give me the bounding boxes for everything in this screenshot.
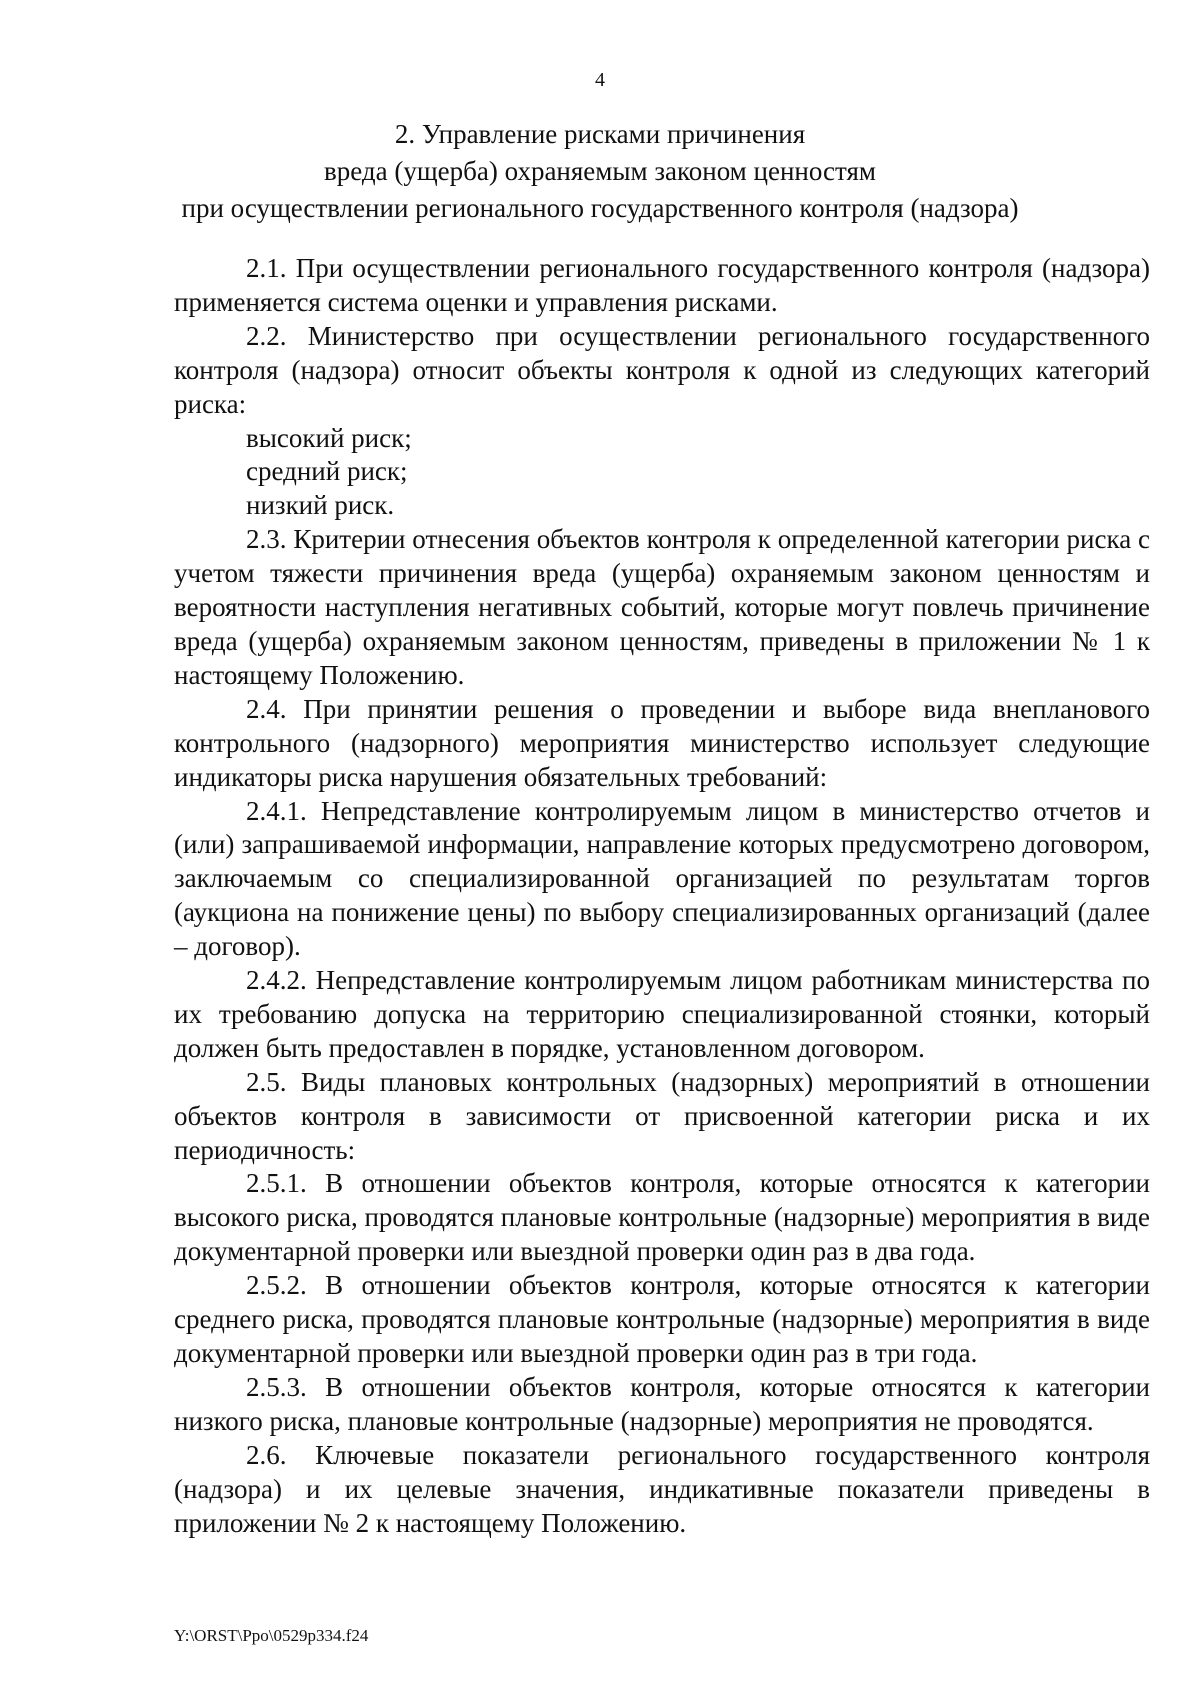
document-body [174,252,1150,1540]
risk-category-high: высокий риск; [246,422,412,453]
paragraph-2-4-1: 2.4.1. Непредставление контролируемым лицом в министерство отчетов и (или) запрашиваемой информации, направление которых предусмотрено договором, заключаемым со специализированной организацией по результатам торгов (аукциона на понижение цены) по выбору специализированных организаций (далее – договор). [174,795,1150,962]
section-heading [0,116,1200,227]
page-number: 4 [595,69,605,91]
footer-file-path: Y:\ORST\Ppo\0529p334.f24 [174,1626,369,1645]
section-heading-line-2: вреда (ущерба) охраняемым законом ценностям [324,156,876,186]
paragraph-2-6: 2.6. Ключевые показатели регионального государственного контроля (надзора) и их целевые значения, индикативные показатели приведены в приложении № 2 к настоящему Положению. [174,1439,1150,1538]
paragraph-2-5: 2.5. Виды плановых контрольных (надзорных) мероприятий в отношении объектов контроля в зависимости от присвоенной категории риска и их периодичность: [174,1066,1150,1165]
paragraph-2-3: 2.3. Критерии отнесения объектов контроля к определенной категории риска с учетом тяжести причинения вреда (ущерба) охраняемым законом ценностям и вероятности наступления негативных событий, которые могут повлечь причинение вреда (ущерба) охраняемым законом ценностям, приведены в приложении № 1 к настоящему Положению. [174,524,1150,690]
paragraph-2-1: 2.1. При осуществлении регионального государственного контроля (надзора) применяется система оценки и управления рисками. [174,253,1150,317]
paragraph-2-5-1: 2.5.1. В отношении объектов контроля, которые относятся к категории высокого риска, проводятся плановые контрольные (надзорные) мероприятия в виде документарной проверки или выездной проверки один раз в два года. [174,1168,1150,1267]
paragraph-2-5-3: 2.5.3. В отношении объектов контроля, которые относятся к категории низкого риска, плановые контрольные (надзорные) мероприятия не проводятся. [174,1371,1150,1436]
paragraph-2-5-2: 2.5.2. В отношении объектов контроля, которые относятся к категории среднего риска, проводятся плановые контрольные (надзорные) мероприятия в виде документарной проверки или выездной проверки один раз в три года. [174,1270,1150,1368]
section-heading-line-3: при осуществлении регионального государственного контроля (надзора) [181,193,1019,223]
paragraph-2-4-2: 2.4.2. Непредставление контролируемым лицом работникам министерства по их требованию допуска на территорию специализированной стоянки, который должен быть предоставлен в порядке, установленном договором. [174,965,1150,1063]
section-heading-line-1: 2. Управление рисками причинения [394,119,806,149]
risk-category-medium: средний риск; [246,456,408,487]
paragraph-2-2: 2.2. Министерство при осуществлении регионального государственного контроля (надзора) относит объекты контроля к одной из следующих категорий риска: [174,320,1150,419]
paragraph-2-4: 2.4. При принятии решения о проведении и выборе вида внепланового контрольного (надзорного) мероприятия министерство использует следующие индикаторы риска нарушения обязательных требований: [174,693,1150,792]
risk-category-low: низкий риск. [246,490,395,521]
